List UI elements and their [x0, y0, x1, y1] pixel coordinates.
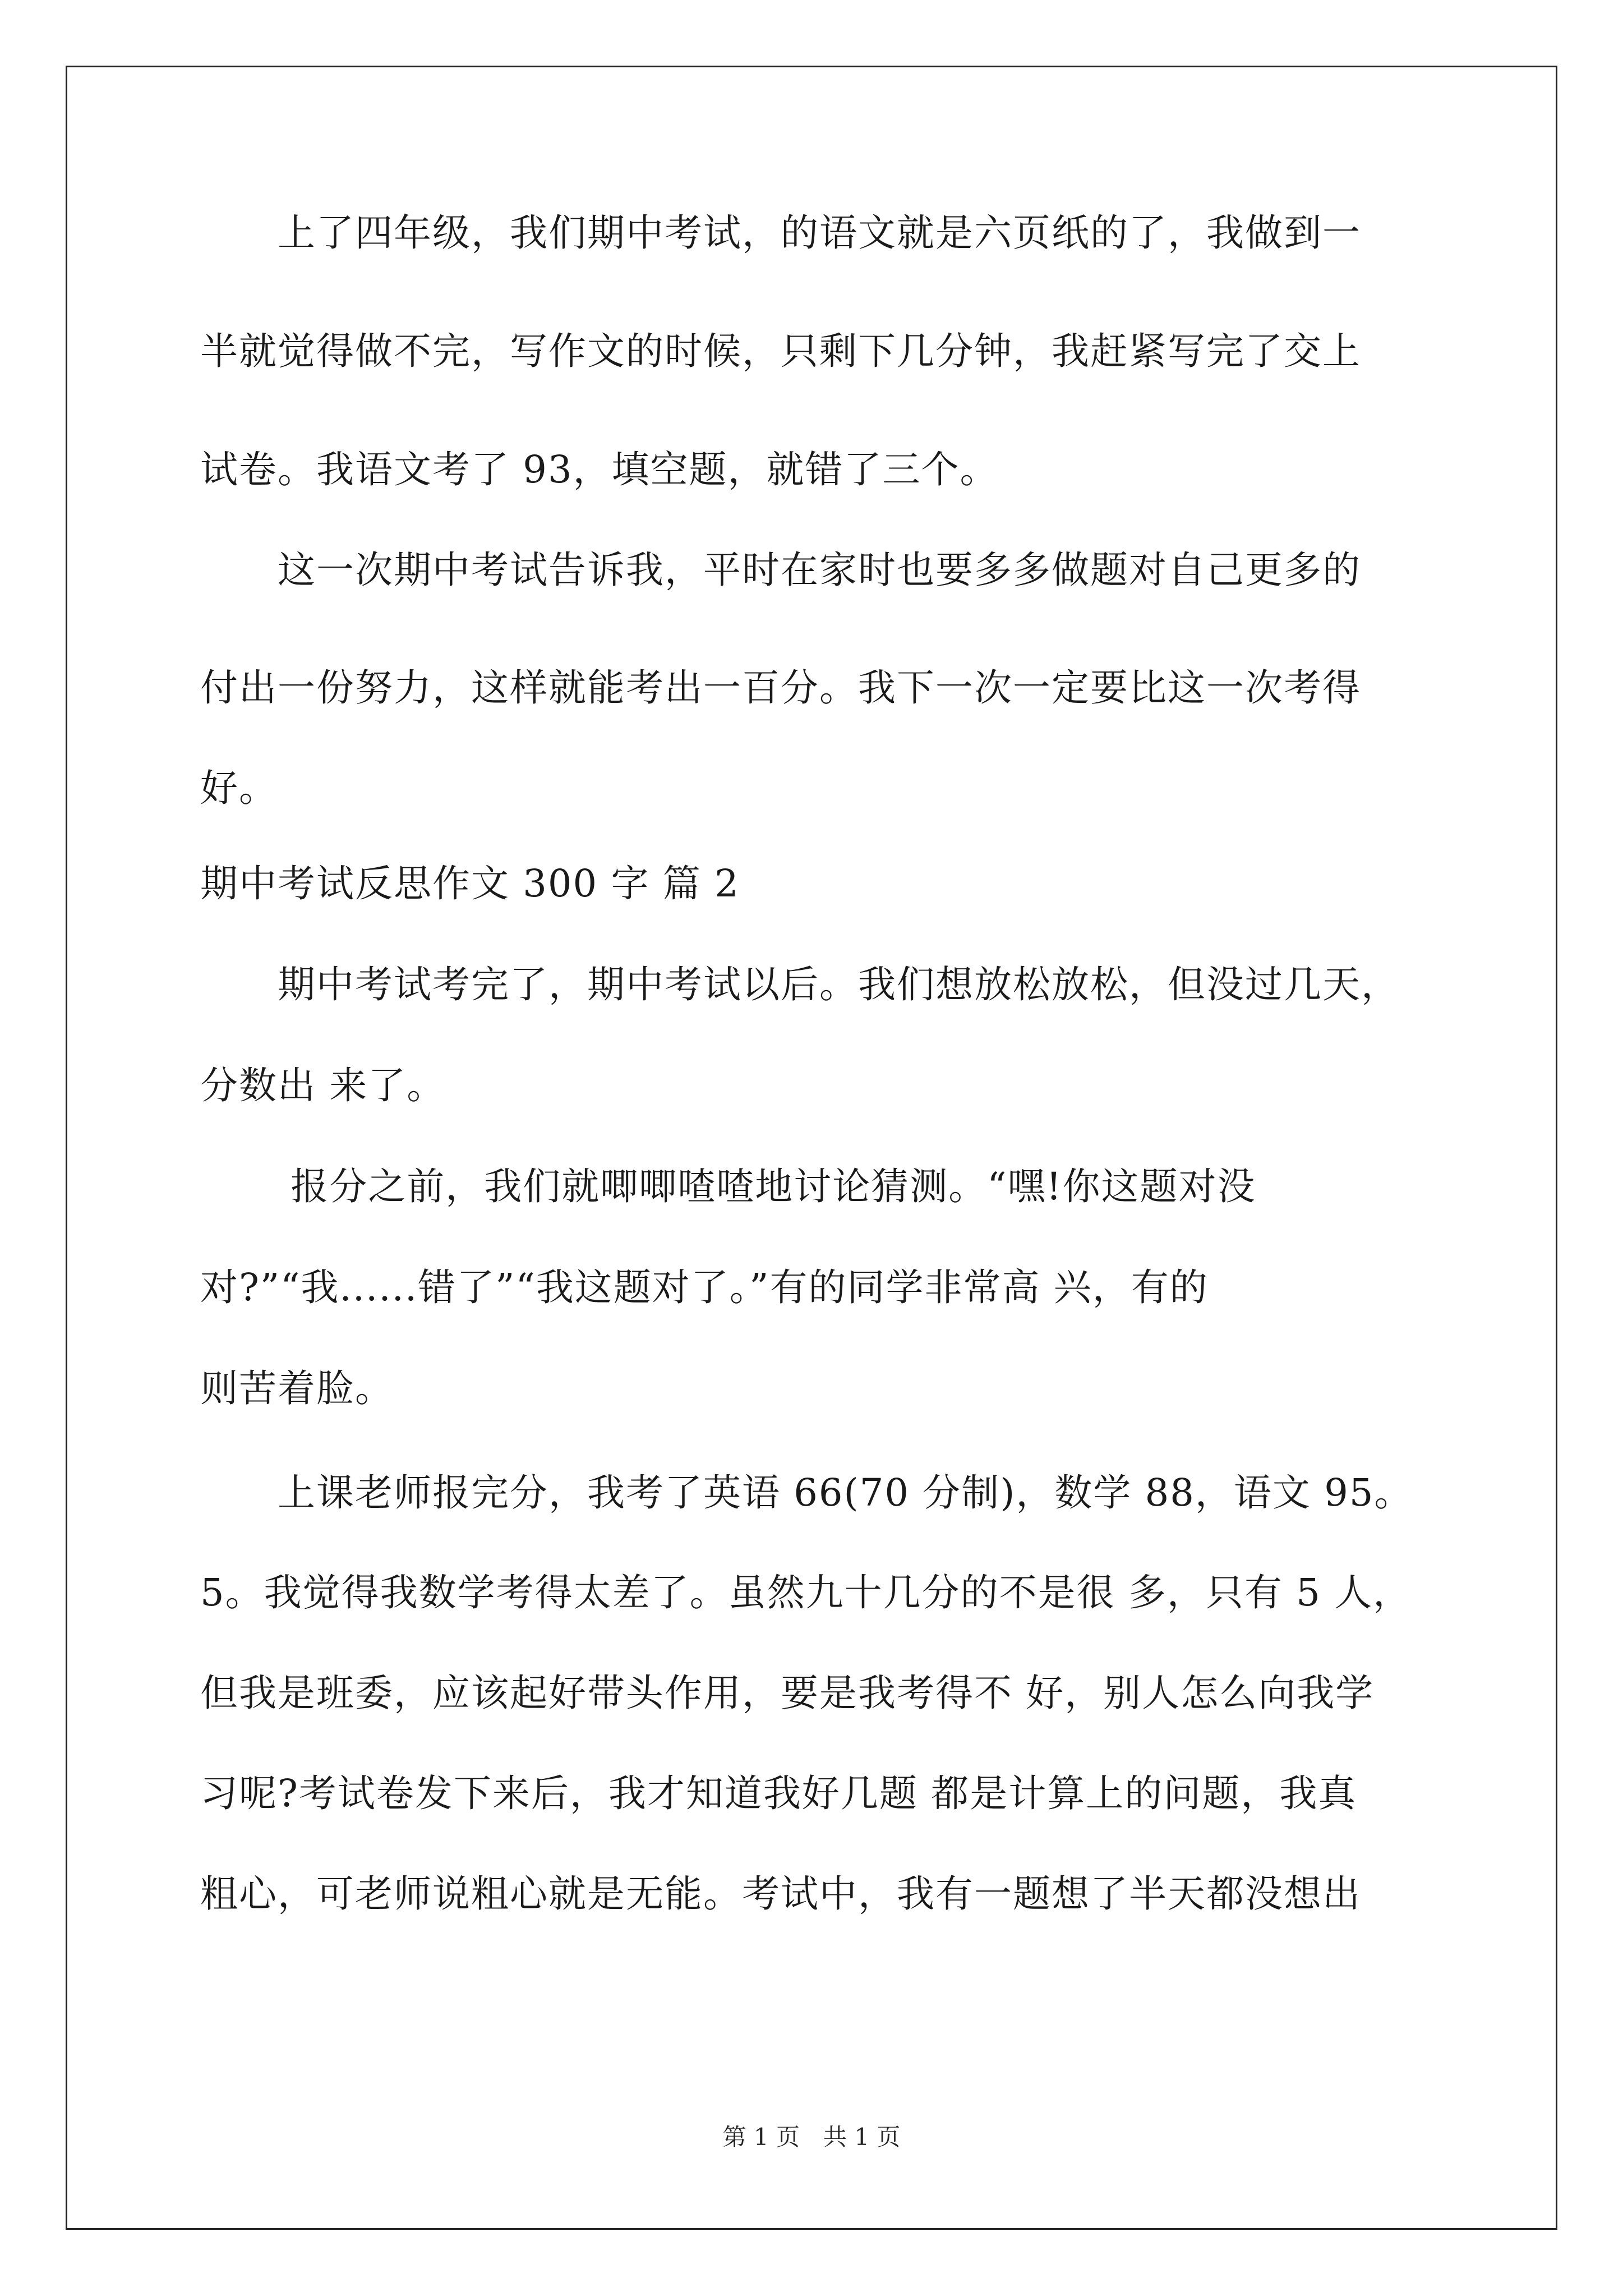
- text-line: 期中考试考完了，期中考试以后。我们想放松放松，但没过几天，: [200, 963, 1400, 1006]
- text-line: 好。: [200, 766, 278, 810]
- text-line: 对?”“我......错了”“我这题对了。”有的同学非常高 兴，有的: [200, 1266, 1209, 1309]
- text-line: 5。我觉得我数学考得太差了。虽然九十几分的不是很 多，只有 5 人，: [200, 1571, 1412, 1614]
- text-line: 但我是班委，应该起好带头作用，要是我考得不 好，别人怎么向我学: [200, 1671, 1375, 1715]
- text-line: 则苦着脸。: [200, 1366, 394, 1410]
- section-heading: 期中考试反思作文 300 字 篇 2: [200, 862, 740, 905]
- text-line: 试卷。我语文考了 93，填空题，就错了三个。: [200, 448, 999, 491]
- text-line: 报分之前，我们就唧唧喳喳地讨论猜测。“嘿!你这题对没: [200, 1165, 1256, 1208]
- text-line: 习呢?考试卷发下来后，我才知道我好几题 都是计算上的问题，我真: [200, 1772, 1357, 1815]
- text-line: 这一次期中考试告诉我，平时在家时也要多多做题对自己更多的: [200, 548, 1361, 592]
- text-line: 半就觉得做不完，写作文的时候，只剩下几分钟，我赶紧写完了交上: [200, 329, 1361, 373]
- text-line: 上了四年级，我们期中考试，的语文就是六页纸的了，我做到一: [200, 211, 1361, 255]
- text-line: 付出一份努力，这样就能考出一百分。我下一次一定要比这一次考得: [200, 666, 1361, 710]
- page-footer: 第 1 页 共 1 页: [722, 2123, 901, 2151]
- text-line: 粗心，可老师说粗心就是无能。考试中，我有一题想了半天都没想出: [200, 1872, 1361, 1916]
- text-line: 上课老师报完分，我考了英语 66(70 分制)，数学 88，语文 95。: [200, 1471, 1413, 1515]
- text-line: 分数出 来了。: [200, 1064, 446, 1107]
